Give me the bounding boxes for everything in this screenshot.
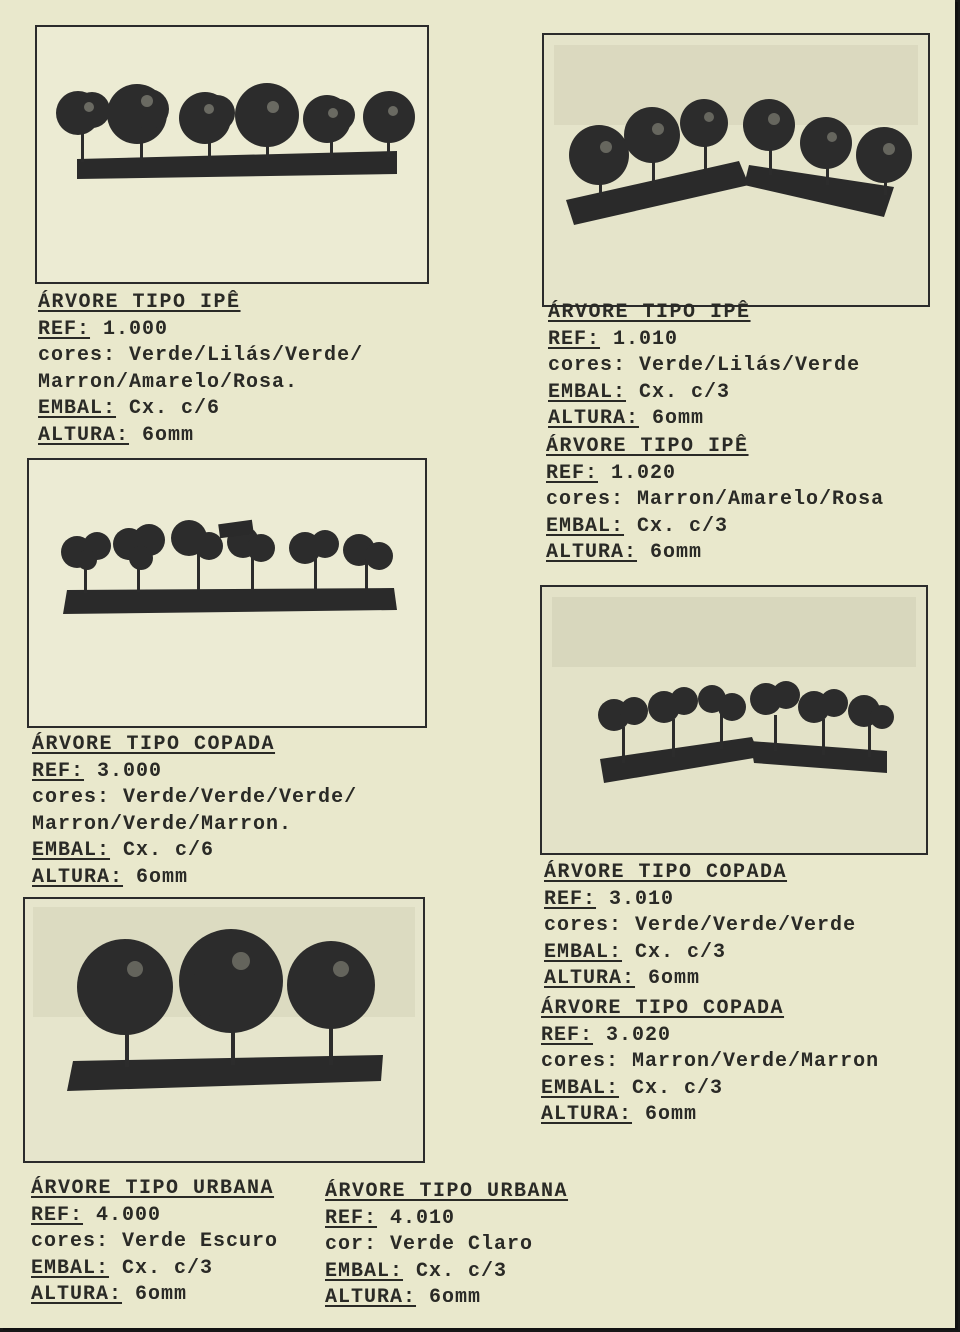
ref-label: REF: [325,1206,378,1230]
ref-label: REF: [31,1203,84,1227]
cores-label: cores: [31,1230,110,1253]
altura-label: ALTURA: [546,541,638,564]
embal-value: Cx. c/6 [129,397,221,420]
embal-label: EMBAL: [32,839,111,862]
altura-label: ALTURA: [544,967,636,990]
altura-value: 6omm [135,1283,188,1306]
cor-label: cor: [325,1233,378,1256]
ref-value: 1.020 [611,461,677,485]
photo-copada-3000 [27,458,427,728]
embal-value: Cx. c/3 [635,940,727,964]
altura-value: 6omm [429,1286,482,1309]
photo-urbana-4000 [23,897,425,1163]
embal-label: EMBAL: [544,940,623,964]
cores-value-continued: Marron/Verde/Marron. [32,812,293,836]
altura-label: ALTURA: [548,407,640,430]
caption-urbana-4000 [31,1176,278,1309]
ref-value: 1.000 [103,317,169,341]
altura-value: 6omm [652,407,705,430]
caption-urbana-4010 [325,1179,568,1312]
item-title: ÁRVORE TIPO COPADA [32,733,276,756]
tree-row-image [29,460,425,726]
cores-label: cores: [546,488,625,511]
cores-value: Marron/Verde/Marron [632,1050,880,1073]
item-title: ÁRVORE TIPO COPADA [541,997,785,1020]
cores-label: cores: [38,344,117,367]
photo-copada-3010 [540,585,928,855]
ref-label: REF: [38,317,91,341]
cores-value: Verde/Lilás/Verde/ [129,344,364,367]
embal-value: Cx. c/3 [637,514,729,538]
altura-label: ALTURA: [32,865,124,889]
cores-label: cores: [548,354,627,377]
ref-label: REF: [546,461,599,485]
cores-label: cores: [32,786,111,809]
embal-label: EMBAL: [546,514,625,538]
altura-label: ALTURA: [541,1103,633,1126]
tree-row-image [37,27,427,282]
caption-ipe-1020 [546,434,884,567]
item-title: ÁRVORE TIPO IPÊ [548,301,751,324]
cores-value-continued: Marron/Amarelo/Rosa. [38,370,299,394]
altura-value: 6omm [648,967,701,990]
cores-value: Verde/Verde/Verde [635,914,857,937]
ref-value: 3.000 [97,759,163,783]
photo-ipe-1000 [35,25,429,284]
caption-copada-3020 [541,996,879,1129]
embal-label: EMBAL: [541,1076,620,1100]
altura-label: ALTURA: [38,423,130,447]
cor-value: Verde Claro [390,1233,534,1256]
cores-value: Verde/Lilás/Verde [639,354,861,377]
photo-ipe-1010 [542,33,930,307]
embal-value: Cx. c/3 [416,1259,508,1283]
ref-label: REF: [32,759,85,783]
item-title: ÁRVORE TIPO IPÊ [38,291,241,314]
ref-label: REF: [548,327,601,351]
tree-sets-image [542,587,926,853]
embal-label: EMBAL: [31,1256,110,1280]
ref-value: 3.010 [609,887,675,911]
caption-ipe-1010 [548,300,860,433]
item-title: ÁRVORE TIPO IPÊ [546,435,749,458]
cores-value: Verde/Verde/Verde/ [123,786,358,809]
embal-value: Cx. c/3 [122,1256,214,1280]
cores-value: Marron/Amarelo/Rosa [637,488,885,511]
altura-label: ALTURA: [325,1286,417,1309]
ref-value: 4.010 [390,1206,456,1230]
altura-label: ALTURA: [31,1283,123,1306]
embal-label: EMBAL: [548,380,627,404]
embal-label: EMBAL: [325,1259,404,1283]
altura-value: 6omm [136,865,189,889]
embal-label: EMBAL: [38,397,117,420]
item-title: ÁRVORE TIPO COPADA [544,861,788,884]
embal-value: Cx. c/3 [639,380,731,404]
item-title: ÁRVORE TIPO URBANA [31,1177,275,1200]
altura-value: 6omm [142,423,195,447]
cores-value: Verde Escuro [122,1230,279,1253]
tree-row-image [25,899,423,1161]
cores-label: cores: [544,914,623,937]
item-title: ÁRVORE TIPO URBANA [325,1180,569,1203]
ref-value: 1.010 [613,327,679,351]
embal-value: Cx. c/3 [632,1076,724,1100]
caption-ipe-1000 [38,290,363,449]
caption-copada-3000 [32,732,357,891]
cores-label: cores: [541,1050,620,1073]
altura-value: 6omm [645,1103,698,1126]
altura-value: 6omm [650,541,703,564]
caption-copada-3010 [544,860,856,993]
embal-value: Cx. c/6 [123,839,215,862]
tree-sets-image [544,35,928,305]
ref-value: 3.020 [606,1023,672,1047]
ref-value: 4.000 [96,1203,162,1227]
ref-label: REF: [541,1023,594,1047]
ref-label: REF: [544,887,597,911]
